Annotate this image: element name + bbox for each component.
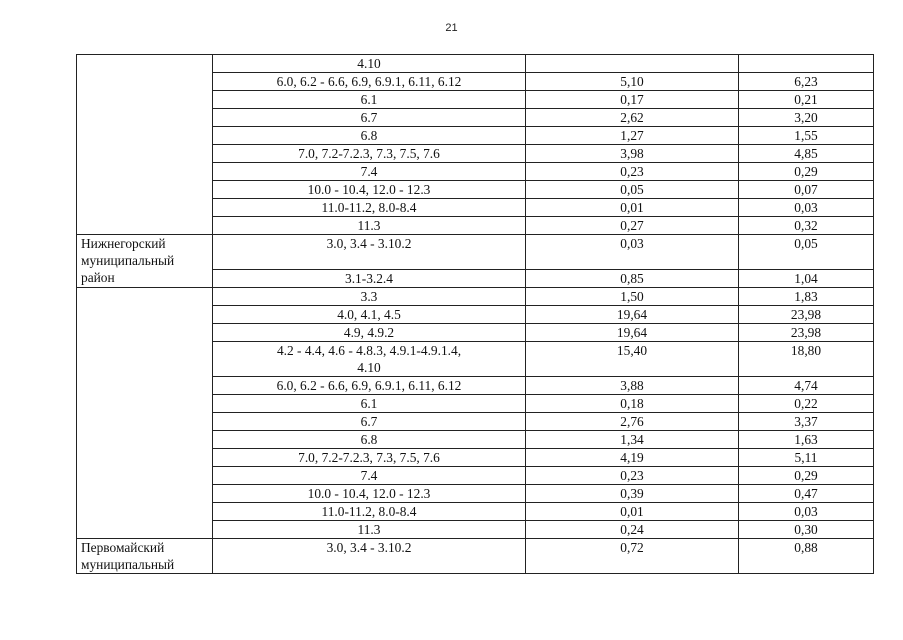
value-cell-1: 4,19 (526, 449, 739, 467)
land-use-codes-cell: 3.0, 3.4 - 3.10.2 (213, 235, 526, 270)
table-body (77, 55, 874, 574)
land-use-codes-cell: 4.10 (213, 55, 526, 73)
land-use-codes-cell: 10.0 - 10.4, 12.0 - 12.3 (213, 181, 526, 199)
value-cell-2: 0,29 (739, 467, 874, 485)
land-use-codes-line: 4.2 - 4.4, 4.6 - 4.8.3, 4.9.1-4.9.1.4, (276, 343, 462, 358)
value-cell-1: 5,10 (526, 73, 739, 91)
land-use-codes-cell: 6.8 (213, 127, 526, 145)
land-use-codes-cell: 10.0 - 10.4, 12.0 - 12.3 (213, 485, 526, 503)
land-use-codes-cell (213, 342, 526, 377)
value-cell-1: 3,88 (526, 377, 739, 395)
value-cell-1: 1,50 (526, 288, 739, 306)
value-cell-2: 0,88 (739, 539, 874, 574)
value-cell-2: 1,63 (739, 431, 874, 449)
land-use-codes-cell: 6.0, 6.2 - 6.6, 6.9, 6.9.1, 6.11, 6.12 (213, 377, 526, 395)
value-cell-1: 0,17 (526, 91, 739, 109)
value-cell-2: 6,23 (739, 73, 874, 91)
value-cell-2: 0,29 (739, 163, 874, 181)
value-cell-2: 23,98 (739, 306, 874, 324)
land-use-codes-cell: 11.3 (213, 521, 526, 539)
value-cell-2: 0,22 (739, 395, 874, 413)
land-use-codes-cell: 7.0, 7.2-7.2.3, 7.3, 7.5, 7.6 (213, 145, 526, 163)
value-cell-1: 0,23 (526, 163, 739, 181)
value-cell-1: 0,23 (526, 467, 739, 485)
land-use-codes-cell: 6.0, 6.2 - 6.6, 6.9, 6.9.1, 6.11, 6.12 (213, 73, 526, 91)
land-use-codes-cell: 11.3 (213, 217, 526, 235)
value-cell-2: 0,32 (739, 217, 874, 235)
value-cell-2: 0,47 (739, 485, 874, 503)
value-cell-2: 4,85 (739, 145, 874, 163)
value-cell-1: 2,62 (526, 109, 739, 127)
district-name-cell (77, 539, 213, 574)
value-cell-2: 23,98 (739, 324, 874, 342)
value-cell-2: 18,80 (739, 342, 874, 377)
value-cell-2: 1,83 (739, 288, 874, 306)
value-cell-1: 3,98 (526, 145, 739, 163)
land-use-codes-cell: 6.1 (213, 395, 526, 413)
value-cell-1 (526, 55, 739, 73)
land-use-codes-cell: 7.0, 7.2-7.2.3, 7.3, 7.5, 7.6 (213, 449, 526, 467)
value-cell-1: 0,39 (526, 485, 739, 503)
value-cell-1: 1,27 (526, 127, 739, 145)
value-cell-1: 0,03 (526, 235, 739, 270)
district-name-cell (77, 235, 213, 288)
land-use-codes-cell: 7.4 (213, 163, 526, 181)
land-use-codes-cell: 6.1 (213, 91, 526, 109)
land-use-codes-cell: 6.8 (213, 431, 526, 449)
value-cell-1: 19,64 (526, 306, 739, 324)
value-cell-2: 4,74 (739, 377, 874, 395)
land-use-codes-cell: 3.3 (213, 288, 526, 306)
land-use-codes-cell: 4.9, 4.9.2 (213, 324, 526, 342)
value-cell-1: 0,05 (526, 181, 739, 199)
land-use-codes-cell: 6.7 (213, 109, 526, 127)
table-row (77, 539, 874, 574)
value-cell-1: 0,85 (526, 270, 739, 288)
table-row (77, 288, 874, 306)
value-cell-2 (739, 55, 874, 73)
value-cell-1: 0,72 (526, 539, 739, 574)
district-name-line: муниципальный (81, 253, 175, 268)
value-cell-2: 3,20 (739, 109, 874, 127)
land-use-codes-cell: 3.0, 3.4 - 3.10.2 (213, 539, 526, 574)
value-cell-1: 0,18 (526, 395, 739, 413)
page-number: 21 (445, 22, 458, 34)
value-cell-2: 1,04 (739, 270, 874, 288)
table-row (77, 55, 874, 73)
value-cell-2: 1,55 (739, 127, 874, 145)
land-use-table (76, 54, 874, 574)
value-cell-2: 0,21 (739, 91, 874, 109)
value-cell-2: 0,30 (739, 521, 874, 539)
value-cell-1: 0,01 (526, 199, 739, 217)
district-name-cell-empty (77, 55, 213, 235)
value-cell-1: 0,27 (526, 217, 739, 235)
table-row (77, 235, 874, 270)
value-cell-1: 19,64 (526, 324, 739, 342)
district-name-line: Первомайский (81, 540, 165, 555)
district-name-line: Нижнегорский (81, 236, 166, 251)
land-use-codes-line: 4.10 (357, 360, 381, 375)
land-use-codes-cell: 3.1-3.2.4 (213, 270, 526, 288)
value-cell-1: 1,34 (526, 431, 739, 449)
value-cell-2: 0,03 (739, 199, 874, 217)
district-name-cell-empty (77, 288, 213, 539)
value-cell-2: 0,07 (739, 181, 874, 199)
value-cell-1: 0,24 (526, 521, 739, 539)
land-use-codes-cell: 6.7 (213, 413, 526, 431)
land-use-codes-cell: 4.0, 4.1, 4.5 (213, 306, 526, 324)
district-name-line: район (81, 270, 115, 285)
land-use-codes-cell: 11.0-11.2, 8.0-8.4 (213, 199, 526, 217)
value-cell-1: 15,40 (526, 342, 739, 377)
value-cell-1: 0,01 (526, 503, 739, 521)
value-cell-2: 0,03 (739, 503, 874, 521)
district-name-line: муниципальный (81, 557, 175, 572)
value-cell-2: 0,05 (739, 235, 874, 270)
land-use-codes-cell: 11.0-11.2, 8.0-8.4 (213, 503, 526, 521)
value-cell-2: 5,11 (739, 449, 874, 467)
value-cell-1: 2,76 (526, 413, 739, 431)
value-cell-2: 3,37 (739, 413, 874, 431)
land-use-codes-cell: 7.4 (213, 467, 526, 485)
